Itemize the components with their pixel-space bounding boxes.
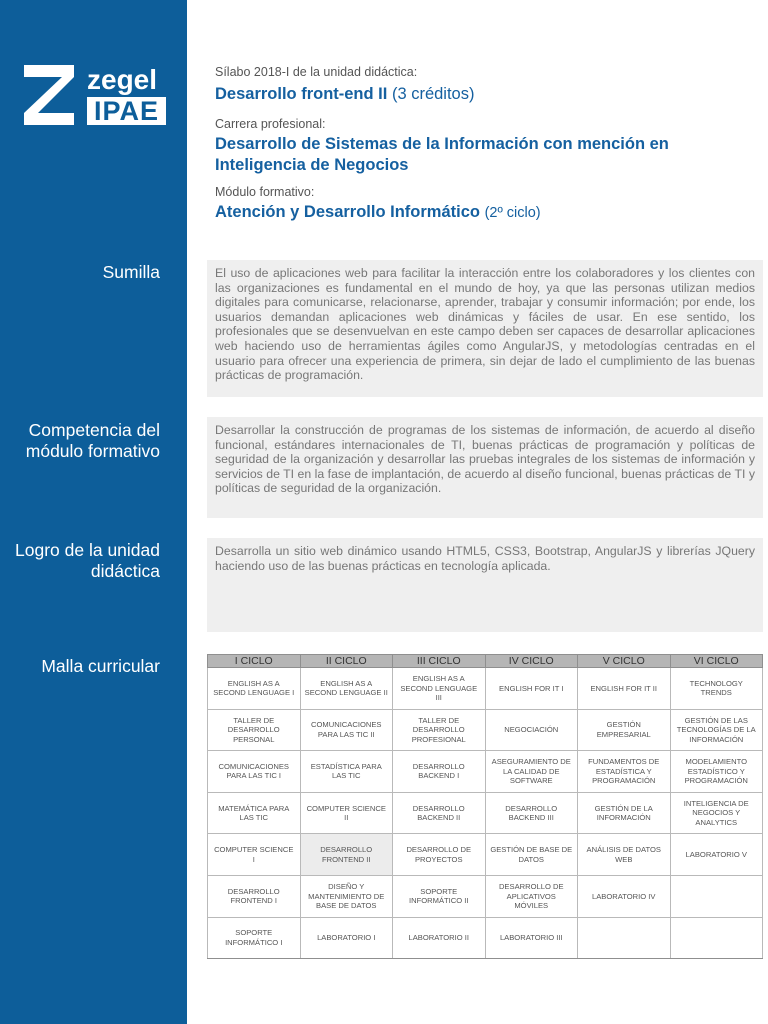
career-title: Desarrollo de Sistemas de la Información con mención en Inteligencia de Negocios <box>215 135 669 174</box>
header-ciclo-6: VI CICLO <box>670 655 763 668</box>
table-cell: ENGLISH AS A SECOND LENGUAGE III <box>393 668 486 710</box>
table-cell: FUNDAMENTOS DE ESTADÍSTICA Y PROGRAMACIÓN <box>578 751 671 793</box>
table-cell: ASEGURAMIENTO DE LA CALIDAD DE SOFTWARE <box>485 751 578 793</box>
table-row <box>208 751 763 793</box>
module-label: Módulo formativo: <box>215 185 315 199</box>
table-cell: COMPUTER SCIENCE I <box>208 834 301 876</box>
course-title-text: Desarrollo front-end II <box>215 85 388 103</box>
header-ciclo-3: III CICLO <box>393 655 486 668</box>
table-cell: LABORATORIO IV <box>578 875 671 917</box>
table-cell: SOPORTE INFORMÁTICO I <box>208 917 301 959</box>
table-cell: GESTIÓN DE BASE DE DATOS <box>485 834 578 876</box>
table-cell: DISEÑO Y MANTENIMIENTO DE BASE DE DATOS <box>300 875 393 917</box>
header-ciclo-5: V CICLO <box>578 655 671 668</box>
table-row <box>208 668 763 710</box>
table-cell: MATEMÁTICA PARA LAS TIC <box>208 792 301 834</box>
table-cell <box>670 917 763 959</box>
table-cell: LABORATORIO V <box>670 834 763 876</box>
table-row <box>208 834 763 876</box>
table-cell: SOPORTE INFORMÁTICO II <box>393 875 486 917</box>
table-cell: ENGLISH FOR IT II <box>578 668 671 710</box>
table-row <box>208 709 763 751</box>
table-cell: GESTIÓN EMPRESARIAL <box>578 709 671 751</box>
module-title <box>215 202 745 224</box>
header-ciclo-2: II CICLO <box>300 655 393 668</box>
malla-heading: Malla curricular <box>41 656 160 676</box>
table-cell: GESTIÓN DE LA INFORMACIÓN <box>578 792 671 834</box>
table-cell: MODELAMIENTO ESTADÍSTICO Y PROGRAMACIÓN <box>670 751 763 793</box>
table-row <box>208 792 763 834</box>
table-cell: LABORATORIO III <box>485 917 578 959</box>
table-cell: COMPUTER SCIENCE II <box>300 792 393 834</box>
logro-heading: Logro de la unidad didáctica <box>15 540 160 581</box>
table-cell: DESARROLLO DE APLICATIVOS MÓVILES <box>485 875 578 917</box>
table-cell: COMUNICACIONES PARA LAS TIC II <box>300 709 393 751</box>
logro-box: Desarrolla un sitio web dinámico usando HTML5, CSS3, Bootstrap, AngularJS y librerías JQuery haciendo uso de las buenas prácticas en tecnología aplicada. <box>207 538 763 632</box>
module-title-text: Atención y Desarrollo Informático <box>215 203 480 221</box>
table-cell: COMUNICACIONES PARA LAS TIC I <box>208 751 301 793</box>
silabo-label: Sílabo 2018-I de la unidad didáctica: <box>215 65 418 79</box>
course-title <box>215 84 745 105</box>
table-cell <box>578 917 671 959</box>
table-cell: DESARROLLO BACKEND II <box>393 792 486 834</box>
table-cell: GESTIÓN DE LAS TECNOLOGÍAS DE LA INFORMACIÓN <box>670 709 763 751</box>
competencia-box: Desarrollar la construcción de programas de los sistemas de información, de acuerdo al diseño funcional, estándares internacionales de TI, buenas prácticas de programación y políticas de seguridad de la organización y desarrollar las pruebas integrales de los sistemas de información y servicios de TI en la fase de implantación, de acuerdo al diseño funcional, buenas prácticas de TI y políticas de seguridad de la organización. <box>207 417 763 518</box>
table-cell: ANÁLISIS DE DATOS WEB <box>578 834 671 876</box>
table-cell: NEGOCIACIÓN <box>485 709 578 751</box>
table-cell: ENGLISH AS A SECOND LENGUAGE II <box>300 668 393 710</box>
table-cell <box>670 875 763 917</box>
zegel-ipae-logo <box>24 65 169 127</box>
sumilla-box: El uso de aplicaciones web para facilitar la interacción entre los colaboradores y los clientes con las organizaciones es fundamental en el mundo de hoy, ya que las personas utilizan medios digitales para comunicarse, relacionarse, aprender, trabajar y consumir información; por ende, los usuarios demandan aplicaciones web dinámicas y fáciles de usar. En ese sentido, los profesionales que se desenvuelvan en este campo deben ser capaces de desarrollar aplicaciones web haciendo uso de herramientas ágiles como AngularJS, y metodologías centradas en el usuario para ofrecer una experiencia de primera, sin dejar de lado el cumplimiento de las buenas prácticas de programación. <box>207 260 763 397</box>
sumilla-heading: Sumilla <box>102 262 160 282</box>
table-cell: ESTADÍSTICA PARA LAS TIC <box>300 751 393 793</box>
module-cycle: (2º ciclo) <box>484 205 541 221</box>
table-cell: INTELIGENCIA DE NEGOCIOS Y ANALYTICS <box>670 792 763 834</box>
table-row <box>208 917 763 959</box>
table-row <box>208 875 763 917</box>
logo-word-zegel: zegel <box>87 64 158 95</box>
table-cell: DESARROLLO DE PROYECTOS <box>393 834 486 876</box>
malla-curricular-table <box>207 654 763 959</box>
table-header-row <box>208 655 763 668</box>
table-cell: ENGLISH FOR IT I <box>485 668 578 710</box>
table-cell: LABORATORIO II <box>393 917 486 959</box>
sidebar <box>0 0 187 1024</box>
table-cell: DESARROLLO BACKEND I <box>393 751 486 793</box>
table-cell: TALLER DE DESARROLLO PROFESIONAL <box>393 709 486 751</box>
header-ciclo-4: IV CICLO <box>485 655 578 668</box>
course-credits: (3 créditos) <box>391 85 475 103</box>
competencia-heading: Competencia del módulo formativo <box>25 420 160 461</box>
table-cell: TALLER DE DESARROLLO PERSONAL <box>208 709 301 751</box>
highlighted-course-cell: DESARROLLO FRONTEND II <box>300 834 393 876</box>
logo-word-ipae: IPAE <box>87 97 166 125</box>
table-cell: DESARROLLO FRONTEND I <box>208 875 301 917</box>
table-cell: LABORATORIO I <box>300 917 393 959</box>
career-label: Carrera profesional: <box>215 117 326 131</box>
table-cell: DESARROLLO BACKEND III <box>485 792 578 834</box>
table-cell: ENGLISH AS A SECOND LENGUAGE I <box>208 668 301 710</box>
z-logo-icon <box>24 65 76 125</box>
header-ciclo-1: I CICLO <box>208 655 301 668</box>
table-cell: TECHNOLOGY TRENDS <box>670 668 763 710</box>
